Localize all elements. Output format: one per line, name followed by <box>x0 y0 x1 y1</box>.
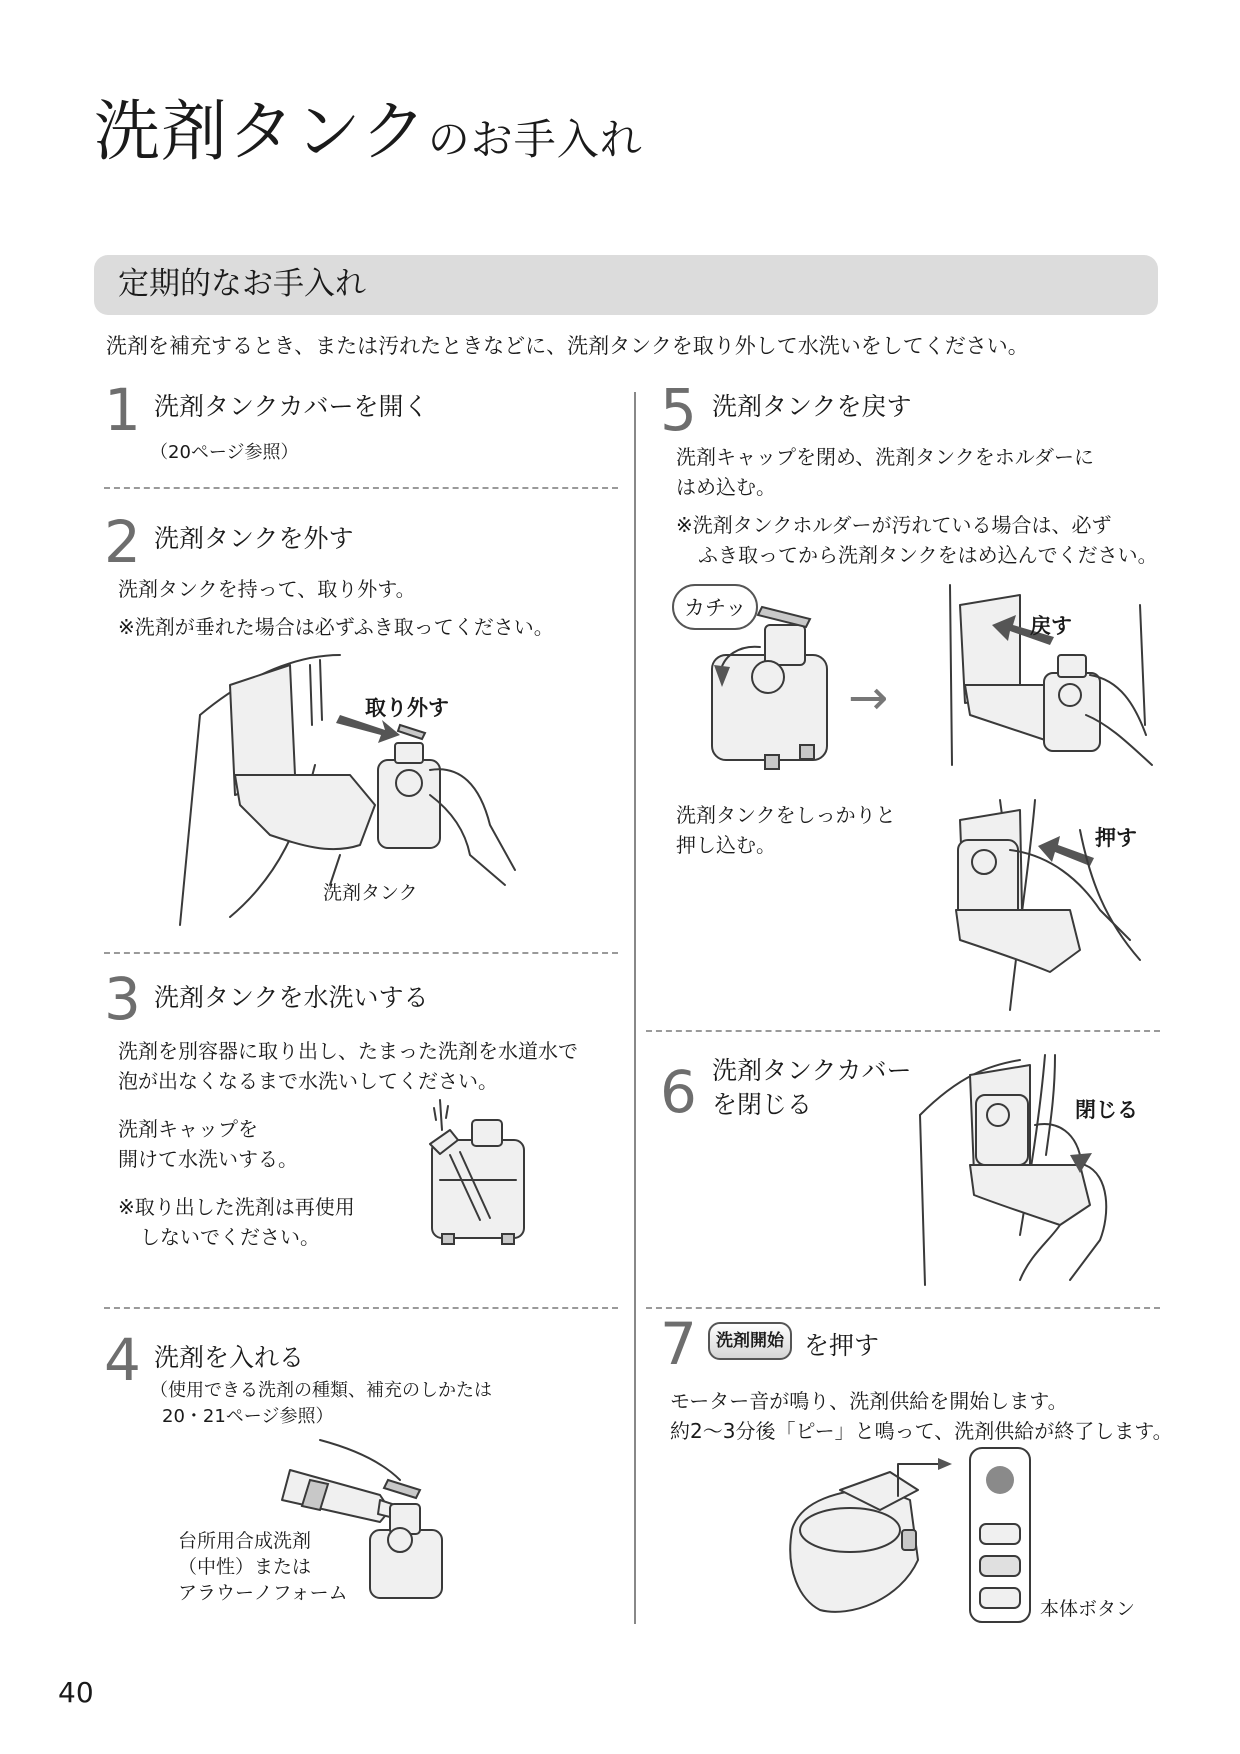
step-title: 洗剤タンクカバーを開く <box>154 392 429 421</box>
step-title: を押す <box>804 1331 880 1360</box>
step-text: モーター音が鳴り、洗剤供給を開始します。 <box>670 1389 1068 1413</box>
step-text: 約2〜3分後「ピー」と鳴って、洗剤供給が終了します。 <box>670 1419 1173 1443</box>
step-text: 泡が出なくなるまで水洗いしてください。 <box>118 1069 498 1093</box>
label-tank: 洗剤タンク <box>323 882 418 904</box>
step-note: ふき取ってから洗剤タンクをはめ込んでください。 <box>698 543 1158 567</box>
label-detergent: 台所用合成洗剤 <box>178 1530 312 1552</box>
step-text: 洗剤タンクを持って、取り外す。 <box>118 577 416 601</box>
page-title-sub: のお手入れ <box>427 115 643 164</box>
label-return: 戻す <box>1030 614 1072 638</box>
step-note: （20ページ参照） <box>150 442 299 463</box>
label-close: 閉じる <box>1075 1098 1138 1122</box>
step-title: 洗剤タンクを水洗いする <box>154 983 429 1012</box>
label-body-button: 本体ボタン <box>1040 1598 1136 1620</box>
section-title: 定期的なお手入れ <box>118 266 366 302</box>
step-note: ※洗剤が垂れた場合は必ずふき取ってください。 <box>118 615 554 639</box>
tank-cap-illustration <box>700 595 840 775</box>
body-button-panel <box>968 1446 1034 1626</box>
page-number: 40 <box>58 1676 94 1709</box>
separator <box>104 487 618 489</box>
step-title: を閉じる <box>712 1090 813 1119</box>
label-remove: 取り外す <box>365 696 449 720</box>
step-number: 1 <box>104 376 141 444</box>
detergent-start-button <box>708 1322 792 1360</box>
step-title: 洗剤タンクを外す <box>154 524 354 553</box>
step-number: 2 <box>104 508 141 576</box>
separator <box>104 952 618 954</box>
step-title: 洗剤を入れる <box>154 1343 305 1372</box>
click-sound-bubble: カチッ <box>672 584 758 630</box>
step-text: 開けて水洗いする。 <box>118 1147 298 1171</box>
step-note: （使用できる洗剤の種類、補充のしかたは <box>150 1380 492 1401</box>
step-note: 20・21ページ参照） <box>162 1406 334 1427</box>
step-number: 6 <box>660 1058 697 1126</box>
intro-text: 洗剤を補充するとき、または汚れたときなどに、洗剤タンクを取り外して水洗いをしてください。 <box>106 334 1029 358</box>
separator <box>104 1307 618 1309</box>
separator <box>646 1307 1160 1309</box>
step-number: 7 <box>660 1310 697 1378</box>
step-number: 5 <box>660 376 697 444</box>
page-title: 洗剤タンクのお手入れ <box>94 93 643 170</box>
detergent-start-button-label: 洗剤開始 <box>708 1322 792 1360</box>
label-detergent: アラウーノフォーム <box>178 1582 348 1604</box>
step-text: はめ込む。 <box>676 475 776 499</box>
step-note: ※取り出した洗剤は再使用 <box>118 1195 355 1219</box>
step-text: 押し込む。 <box>676 833 776 857</box>
step-text: 洗剤キャップを閉め、洗剤タンクをホルダーに <box>676 445 1094 469</box>
step-text: 洗剤タンクをしっかりと <box>676 803 896 827</box>
step-note: ※洗剤タンクホルダーが汚れている場合は、必ず <box>676 513 1112 537</box>
label-push: 押す <box>1095 826 1137 850</box>
step-number: 3 <box>104 965 141 1033</box>
column-divider <box>634 392 636 1624</box>
step-note: しないでください。 <box>140 1225 320 1249</box>
step-title: 洗剤タンクを戻す <box>712 392 912 421</box>
label-detergent: （中性）または <box>178 1556 312 1578</box>
close-cover-illustration <box>910 1055 1150 1285</box>
arrow-right-icon: → <box>848 670 889 726</box>
step-title: 洗剤タンクカバー <box>712 1056 912 1085</box>
wash-tank-illustration <box>420 1100 530 1248</box>
step-text: 洗剤キャップを <box>118 1117 258 1141</box>
step-text: 洗剤を別容器に取り出し、たまった洗剤を水道水で <box>118 1039 578 1063</box>
separator <box>646 1030 1160 1032</box>
step-number: 4 <box>104 1326 141 1394</box>
